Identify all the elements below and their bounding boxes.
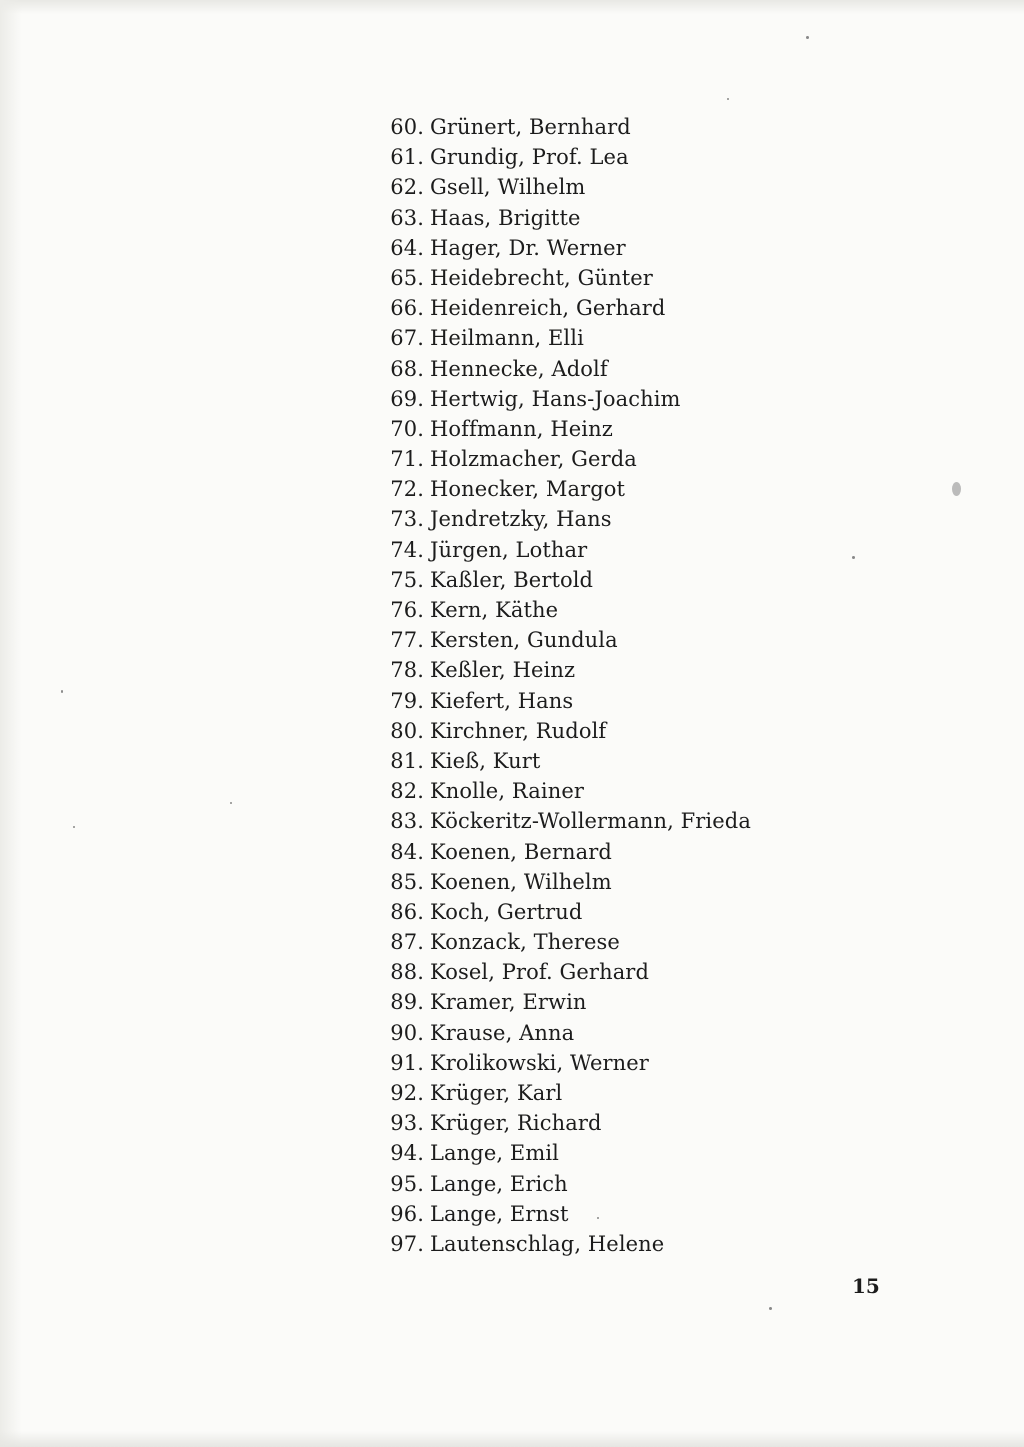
entry-number: 66. <box>390 296 424 321</box>
entry-name: Koenen, Wilhelm <box>430 869 612 894</box>
list-item <box>384 1018 751 1048</box>
entry-number: 68. <box>390 356 424 381</box>
list-item <box>384 293 751 323</box>
list-item <box>384 625 751 655</box>
scan-speck <box>597 1217 599 1219</box>
scan-edge-bottom <box>0 1431 1024 1447</box>
entry-number: 70. <box>390 416 424 441</box>
list-item <box>384 716 751 746</box>
list-item <box>384 1169 751 1199</box>
entry-name: Hager, Dr. Werner <box>430 235 626 260</box>
entry-name: Grundig, Prof. Lea <box>430 145 629 170</box>
entry-name: Lange, Ernst <box>430 1201 569 1226</box>
entry-number: 95. <box>390 1171 424 1196</box>
entry-number: 82. <box>390 779 424 804</box>
list-item <box>384 535 751 565</box>
scan-speck <box>852 556 855 559</box>
page-number: 15 <box>852 1274 880 1298</box>
entry-number: 84. <box>390 839 424 864</box>
list-item <box>384 203 751 233</box>
entry-number: 93. <box>390 1111 424 1136</box>
entry-name: Konzack, Therese <box>430 930 620 955</box>
entry-name: Lange, Erich <box>430 1171 568 1196</box>
scan-speck <box>727 98 729 100</box>
entry-name: Heidenreich, Gerhard <box>430 296 666 321</box>
list-item <box>384 927 751 957</box>
entry-number: 96. <box>390 1201 424 1226</box>
entry-name: Lautenschlag, Helene <box>430 1231 665 1256</box>
entry-name: Krüger, Richard <box>430 1111 602 1136</box>
entry-number: 80. <box>390 718 424 743</box>
entry-name: Jendretzky, Hans <box>430 507 612 532</box>
entry-name: Kersten, Gundula <box>430 628 618 653</box>
entry-number: 62. <box>390 175 424 200</box>
entry-number: 73. <box>390 507 424 532</box>
list-item <box>384 897 751 927</box>
entry-name: Knolle, Rainer <box>430 779 584 804</box>
entry-name: Kosel, Prof. Gerhard <box>430 960 649 985</box>
entry-name: Kieß, Kurt <box>430 748 541 773</box>
list-item <box>384 323 751 353</box>
list-item <box>384 837 751 867</box>
list-item <box>384 172 751 202</box>
scan-speck <box>952 482 961 496</box>
entry-number: 71. <box>390 447 424 472</box>
list-item <box>384 1229 751 1259</box>
scan-speck <box>769 1307 772 1310</box>
list-item <box>384 233 751 263</box>
list-item <box>384 867 751 897</box>
list-item <box>384 746 751 776</box>
entry-number: 92. <box>390 1081 424 1105</box>
list-item <box>384 142 751 172</box>
entry-number: 86. <box>390 899 424 924</box>
scan-speck <box>73 826 75 828</box>
entry-name: Krolikowski, Werner <box>430 1050 649 1075</box>
entry-number: 67. <box>390 326 424 351</box>
list-item <box>384 444 751 474</box>
list-item <box>384 354 751 384</box>
entry-number: 75. <box>390 567 424 592</box>
entry-number: 89. <box>390 990 424 1015</box>
list-item <box>384 1078 751 1108</box>
scan-edge-left <box>0 0 22 1447</box>
list-item <box>384 686 751 716</box>
list-item <box>384 112 751 142</box>
list-item <box>384 1138 751 1168</box>
entry-number: 83. <box>390 809 424 834</box>
entry-name: Koenen, Bernard <box>430 839 612 864</box>
list-item <box>384 987 751 1017</box>
entry-name: Haas, Brigitte <box>430 205 581 230</box>
entry-number: 85. <box>390 869 424 894</box>
list-item <box>384 384 751 414</box>
entry-name: Köckeritz-Wollermann, Frieda <box>430 809 751 834</box>
list-item <box>384 414 751 444</box>
entry-number: 81. <box>390 748 424 773</box>
entry-name: Hertwig, Hans-Joachim <box>430 386 681 411</box>
list-item <box>384 1108 751 1138</box>
entry-number: 65. <box>390 265 424 290</box>
entry-name: Kern, Käthe <box>430 598 559 622</box>
entry-name: Lange, Emil <box>430 1141 559 1166</box>
entry-number: 91. <box>390 1050 424 1075</box>
entry-name: Koch, Gertrud <box>430 899 583 924</box>
entry-number: 60. <box>390 115 424 139</box>
entry-name: Kiefert, Hans <box>430 688 574 713</box>
entry-name: Kaßler, Bertold <box>430 567 594 592</box>
entry-number: 94. <box>390 1141 424 1166</box>
list-item <box>384 474 751 504</box>
list-item <box>384 957 751 987</box>
scan-edge-top <box>0 0 1024 14</box>
scan-speck <box>61 690 63 693</box>
entry-name: Holzmacher, Gerda <box>430 447 637 472</box>
entry-name: Kramer, Erwin <box>430 990 587 1015</box>
entry-number: 76. <box>390 598 424 622</box>
entry-number: 88. <box>390 960 424 985</box>
entry-name: Grünert, Bernhard <box>430 115 631 139</box>
entry-name: Heidebrecht, Günter <box>430 265 653 290</box>
list-item <box>384 595 751 625</box>
entry-number: 69. <box>390 386 424 411</box>
entry-name: Heilmann, Elli <box>430 326 584 351</box>
entry-number: 61. <box>390 145 424 170</box>
entry-number: 97. <box>390 1231 424 1256</box>
list-item <box>384 806 751 836</box>
entry-number: 64. <box>390 235 424 260</box>
entry-number: 90. <box>390 1020 424 1045</box>
entry-name: Honecker, Margot <box>430 477 626 502</box>
member-name-list <box>384 112 751 1259</box>
list-item <box>384 263 751 293</box>
list-item <box>384 776 751 806</box>
list-item <box>384 565 751 595</box>
list-item <box>384 504 751 534</box>
scan-speck <box>806 36 809 39</box>
entry-number: 63. <box>390 205 424 230</box>
entry-name: Krüger, Karl <box>430 1081 563 1105</box>
entry-name: Keßler, Heinz <box>430 658 576 683</box>
entry-name: Jürgen, Lothar <box>430 537 588 562</box>
list-item <box>384 1048 751 1078</box>
list-item <box>384 1199 751 1229</box>
entry-number: 77. <box>390 628 424 653</box>
entry-name: Kirchner, Rudolf <box>430 718 607 743</box>
entry-name: Gsell, Wilhelm <box>430 175 586 200</box>
entry-number: 78. <box>390 658 424 683</box>
entry-name: Krause, Anna <box>430 1020 575 1045</box>
list-item <box>384 655 751 685</box>
entry-number: 79. <box>390 688 424 713</box>
entry-name: Hoffmann, Heinz <box>430 416 613 441</box>
scan-speck <box>230 802 232 804</box>
entry-number: 87. <box>390 930 424 955</box>
entry-number: 74. <box>390 537 424 562</box>
entry-name: Hennecke, Adolf <box>430 356 608 381</box>
entry-number: 72. <box>390 477 424 502</box>
